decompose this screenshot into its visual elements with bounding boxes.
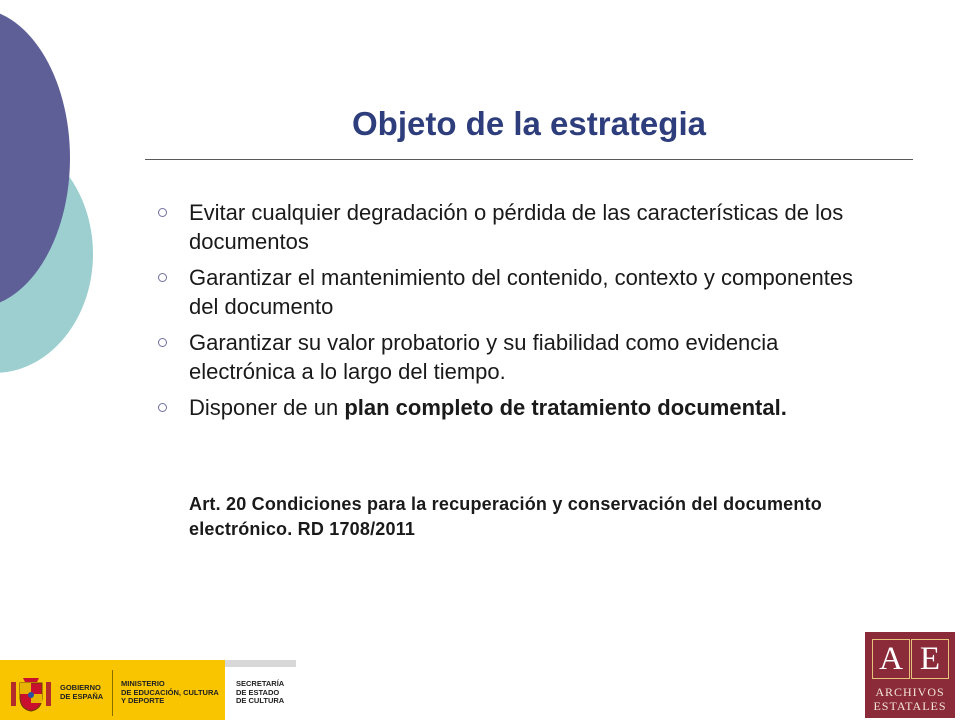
gov-label-secretaria: SECRETARÍA DE ESTADO DE CULTURA <box>236 679 285 705</box>
ae-letter-a: A <box>872 639 910 679</box>
ring-bullet-icon <box>158 273 167 282</box>
legal-reference: Art. 20 Condiciones para la recuperación y conservación del documento electrónico. RD 1708/2011 <box>189 494 822 539</box>
bullet-text: Disponer de un <box>189 395 345 420</box>
ae-caption-archivos: ARCHIVOS <box>875 685 945 699</box>
ring-bullet-icon <box>158 338 167 347</box>
logo-yellow-band <box>0 660 225 720</box>
bullet-item <box>158 393 878 422</box>
bullet-item <box>158 198 878 256</box>
bullet-bold-text: plan completo de tratamiento documental. <box>344 395 787 420</box>
ring-bullet-icon <box>158 208 167 217</box>
logo-grey-bar <box>225 660 296 667</box>
ring-bullet-icon <box>158 403 167 412</box>
bullet-item <box>158 263 878 321</box>
coat-of-arms-icon <box>10 674 52 712</box>
archivos-estatales-logo <box>865 632 955 718</box>
bullet-text: Garantizar su valor probatorio y su fiabilidad como evidencia electrónica a lo largo del tiempo. <box>189 330 779 384</box>
bullet-item <box>158 328 878 386</box>
ae-caption-estatales: ESTATALES <box>873 699 947 713</box>
bullet-list <box>158 198 878 429</box>
title-underline <box>145 159 913 160</box>
bullet-text: Evitar cualquier degradación o pérdida de las características de los documentos <box>189 200 844 254</box>
gov-label-ministerio: MINISTERIO DE EDUCACIÓN, CULTURA Y DEPORTE <box>121 679 219 705</box>
ae-letter-e: E <box>911 639 949 679</box>
slide-title: Objeto de la estrategia <box>352 105 706 142</box>
logo-divider <box>112 670 113 716</box>
gov-label-gobierno: GOBIERNO DE ESPAÑA <box>60 683 104 701</box>
government-logo <box>0 660 296 720</box>
bullet-text: Garantizar el mantenimiento del contenido, contexto y componentes del documento <box>189 265 854 319</box>
